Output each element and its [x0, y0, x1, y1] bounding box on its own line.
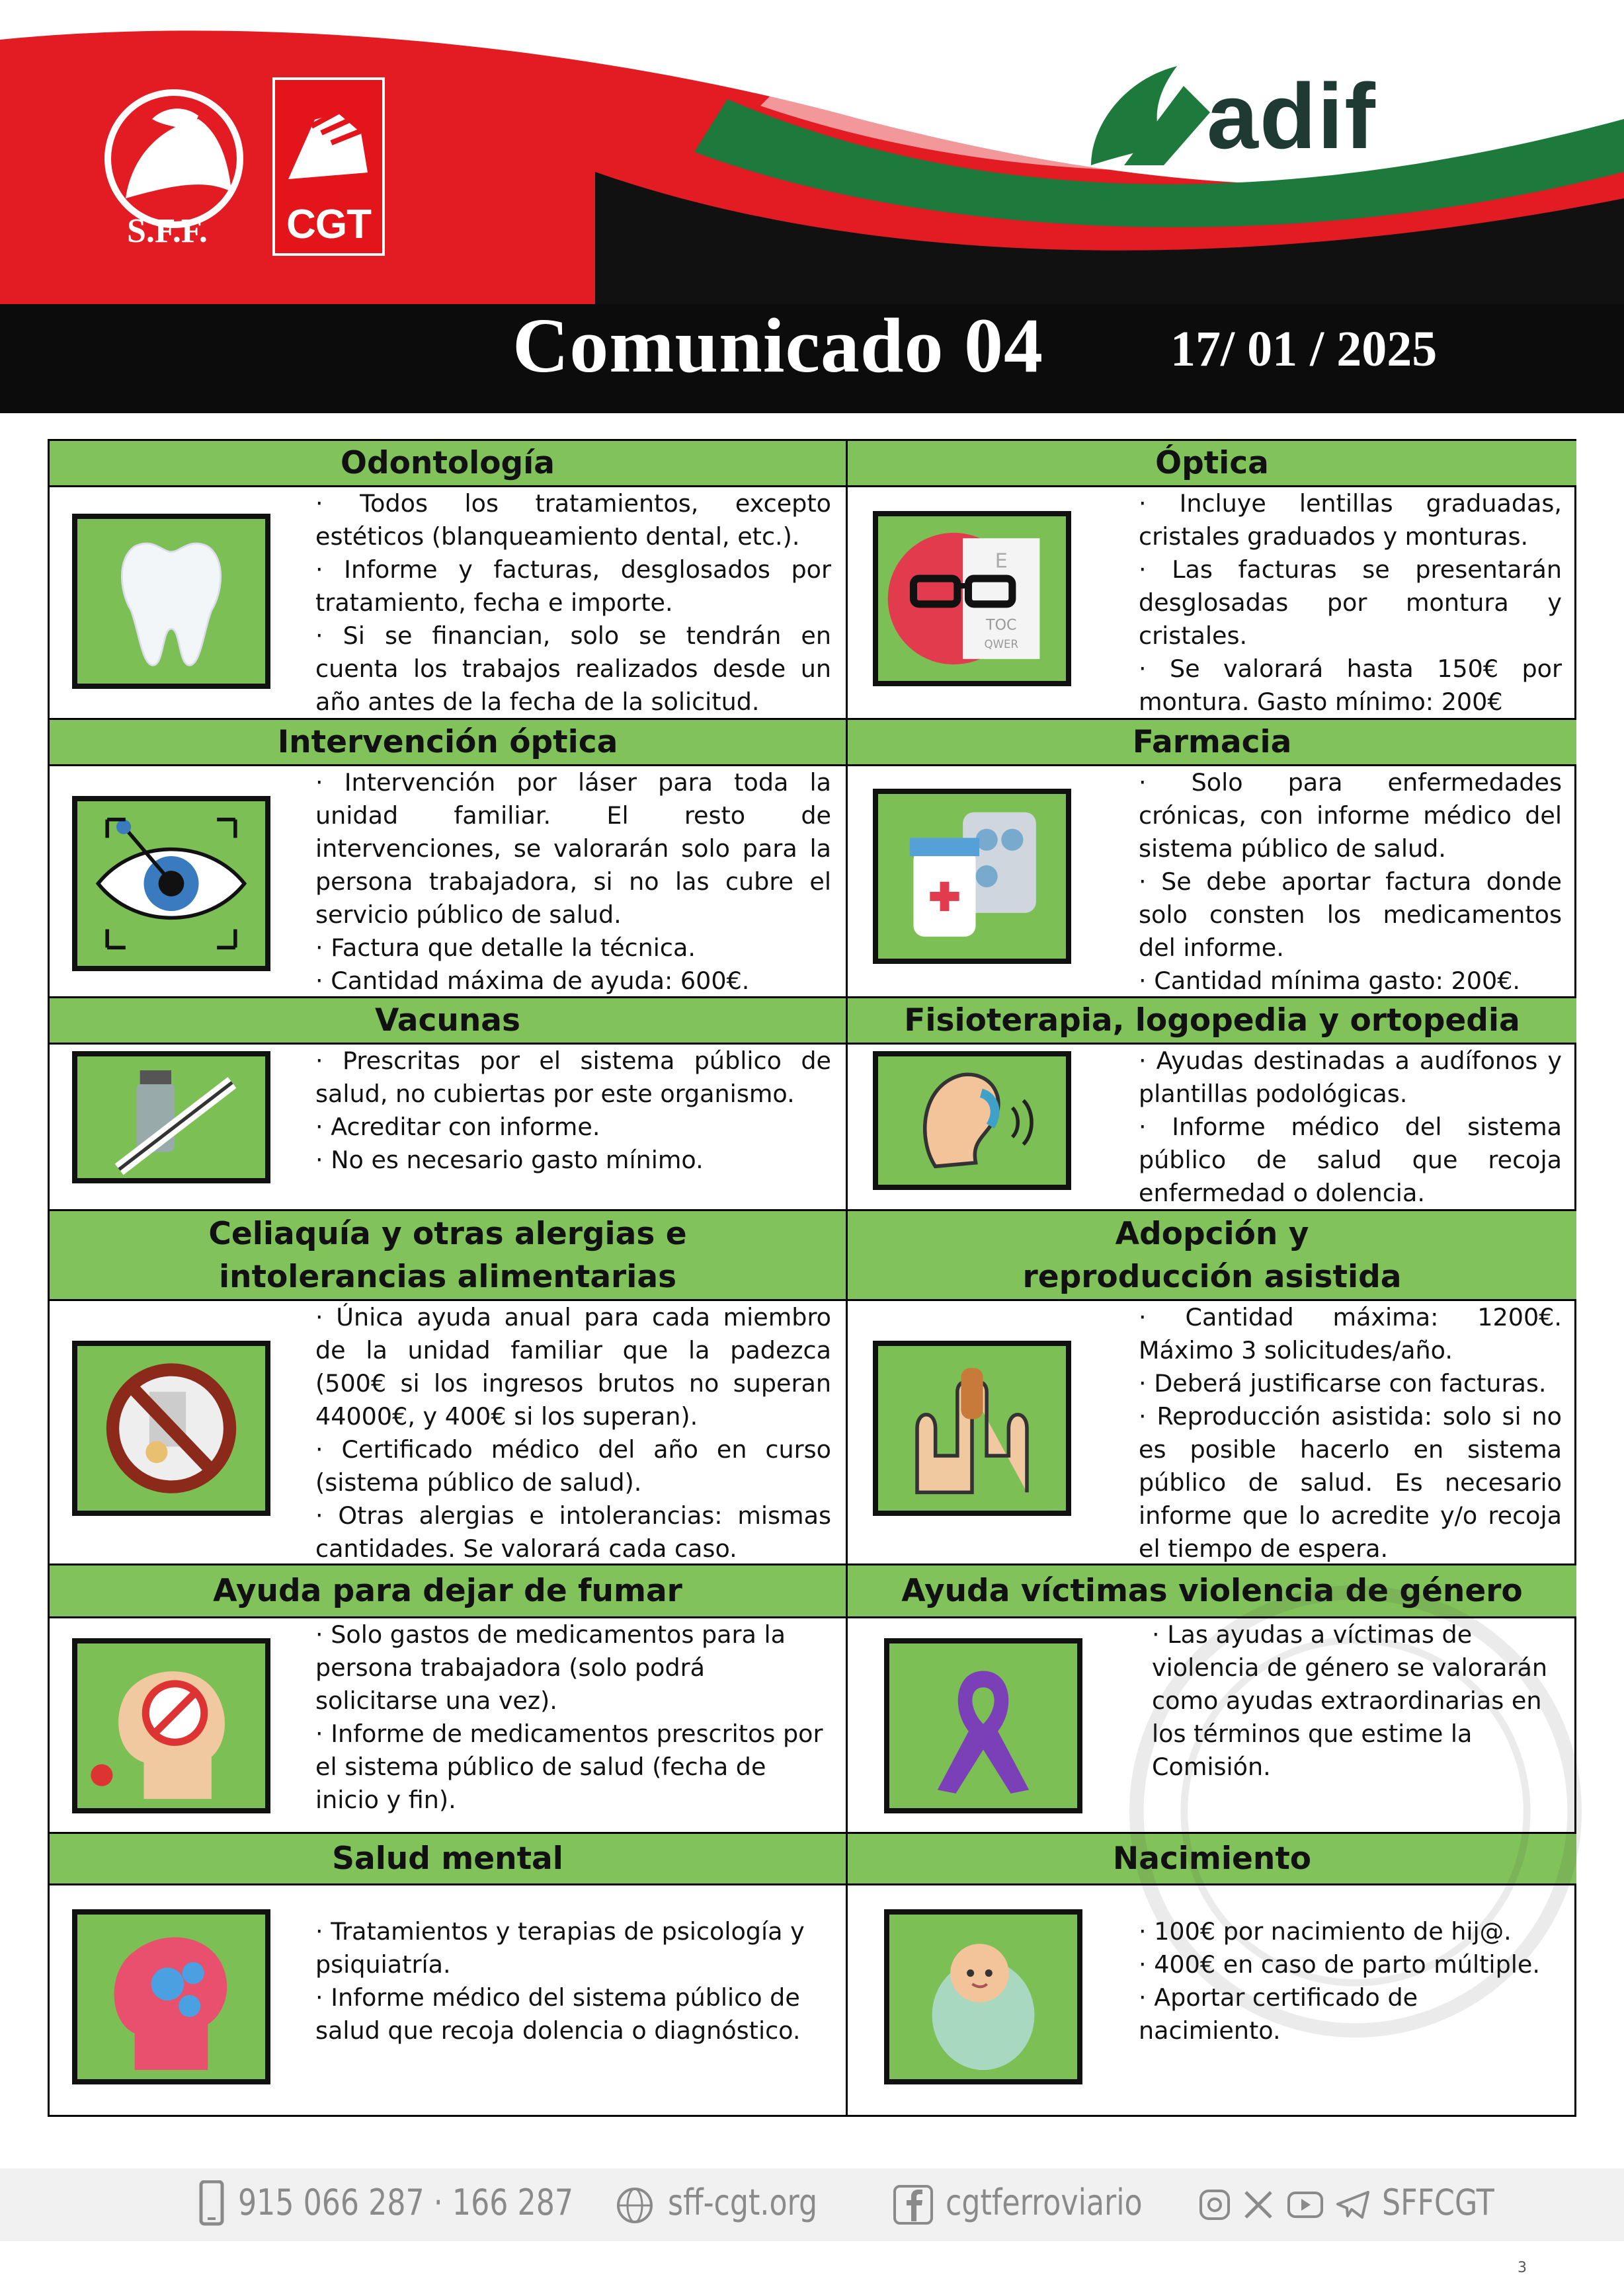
section-text	[1139, 766, 1562, 998]
page-title: Comunicado 04	[512, 302, 1044, 389]
footer-website[interactable]: sff-cgt.org	[668, 2182, 818, 2223]
bullet-line: · Todos los tratamientos, excepto estéticos (blanqueamiento dental, etc.).	[315, 489, 831, 551]
fist-icon	[275, 80, 382, 206]
bullet-line: · Se valorará hasta 150€ por montura. Gasto mínimo: 200€	[1139, 654, 1562, 716]
adif-logo-text: adif	[1207, 64, 1377, 168]
bullet-line: · Otras alergias e intolerancias: mismas cantidades. Se valorará cada caso.	[315, 1501, 831, 1563]
bullet-line: · No es necesario gasto mínimo.	[315, 1146, 704, 1174]
bullet-line: · Informe médico del sistema público de salud que recoja dolencia o diagnóstico.	[315, 1983, 801, 2045]
no-smoking-icon	[72, 1638, 270, 1813]
section-text	[1139, 487, 1562, 719]
footer-social-handle[interactable]: SFFCGT	[1382, 2182, 1494, 2223]
header-banner	[0, 0, 1624, 413]
youtube-icon[interactable]	[1287, 2191, 1324, 2219]
section-text	[1139, 1045, 1562, 1210]
section-text	[315, 1045, 831, 1177]
section-farmacia	[848, 720, 1576, 998]
bullet-line: · Cantidad máxima de ayuda: 600€.	[315, 967, 750, 995]
bullet-line: · Reproducción asistida: solo si no es posible hacerlo en sistema público de salud. Es necesario informe que lo acredite y/o recoja el tiempo de espera.	[1139, 1402, 1562, 1563]
bullet-line: · Las ayudas a víctimas de violencia de género se valorarán como ayudas extraordinarias en los términos que estime la Comisión.	[1152, 1620, 1547, 1781]
bullet-line: · Acreditar con informe.	[315, 1113, 600, 1141]
section-adopcion	[848, 1211, 1576, 1565]
vaccine-icon	[72, 1051, 270, 1183]
bullet-line: · 100€ por nacimiento de hij@.	[1139, 1917, 1512, 1946]
eye-laser-icon	[72, 796, 270, 971]
instagram-icon[interactable]	[1198, 2188, 1231, 2221]
bullet-line: · Prescritas por el sistema público de salud, no cubiertas por este organismo.	[315, 1047, 831, 1108]
bullet-line: · Ayudas destinadas a audífonos y plantillas podológicas.	[1139, 1047, 1562, 1108]
bullet-line: · Intervención por láser para toda la unidad familiar. El resto de intervenciones, se valorarán solo para la persona trabajadora, si no las cubre el servicio público de salud.	[315, 768, 831, 929]
section-title: Óptica	[848, 441, 1576, 487]
page-date: 17/ 01 / 2025	[1170, 321, 1438, 377]
section-text	[1139, 1301, 1562, 1565]
bullet-line: · Las facturas se presentarán desglosadas por montura y cristales.	[1139, 555, 1562, 650]
bullet-line: · Cantidad mínima gasto: 200€.	[1139, 967, 1521, 995]
bullet-line: · Única ayuda anual para cada miembro de la unidad familiar que la padezca (500€ si los ingresos brutos no superan 44000€, y 400€ si los superan).	[315, 1303, 831, 1431]
section-vacunas	[50, 998, 846, 1211]
phone-icon	[198, 2180, 225, 2227]
section-fumar	[50, 1565, 846, 1834]
brain-gears-icon	[72, 1909, 270, 2084]
cgt-logo-text: CGT	[286, 202, 371, 247]
section-title: Nacimiento	[848, 1834, 1576, 1885]
footer-facebook[interactable]: cgtferroviario	[946, 2182, 1143, 2223]
glasses-icon	[873, 511, 1071, 686]
hearing-aid-icon	[873, 1051, 1071, 1190]
bullet-line: · Aportar certificado de nacimiento.	[1139, 1983, 1418, 2045]
bullet-line: · Informe y facturas, desglosados por tratamiento, fecha e importe.	[315, 555, 831, 617]
chart-letter: QWER	[984, 638, 1019, 651]
section-title: Vacunas	[50, 998, 846, 1045]
chart-letter: TOC	[986, 616, 1017, 634]
section-title: Odontología	[50, 441, 846, 487]
watermark-seal	[1117, 1573, 1594, 2049]
section-optica	[848, 441, 1576, 720]
section-title: Intervención óptica	[50, 720, 846, 766]
bullet-line: · Informe de medicamentos prescritos por el sistema público de salud (fecha de inicio y fin).	[315, 1720, 823, 1814]
section-salud-mental	[50, 1834, 846, 2115]
section-title-line-1: Adopción y	[1115, 1215, 1309, 1252]
bullet-line: · Deberá justificarse con facturas.	[1139, 1369, 1547, 1398]
section-text	[315, 487, 831, 719]
section-title-line-1: Celiaquía y otras alergias e	[208, 1215, 687, 1252]
bullet-line: · Si se financian, solo se tendrán en cuenta los trabajos realizados desde un año antes de la fecha de la solicitud.	[315, 621, 831, 716]
facebook-icon[interactable]	[893, 2184, 934, 2225]
section-title: Ayuda víctimas violencia de género	[848, 1565, 1576, 1618]
bullet-line: · Certificado médico del año en curso (sistema público de salud).	[315, 1435, 831, 1497]
ribbon-icon	[884, 1638, 1082, 1813]
globe-icon	[615, 2186, 655, 2225]
hands-icon	[873, 1341, 1071, 1516]
x-icon[interactable]	[1243, 2190, 1274, 2220]
section-fisioterapia	[848, 998, 1576, 1211]
bullet-line: · Tratamientos y terapias de psicología y psiquiatría.	[315, 1917, 805, 1979]
bullet-line: · Informe médico del sistema público de salud que recoja enfermedad o dolencia.	[1139, 1113, 1562, 1207]
bullet-line: · 400€ en caso de parto múltiple.	[1139, 1950, 1540, 1979]
bullet-line: · Incluye lentillas graduadas, cristales graduados y monturas.	[1139, 489, 1562, 551]
section-title-line-2: reproducción asistida	[1022, 1258, 1402, 1295]
footer-bar	[0, 2168, 1624, 2241]
chart-letter: E	[995, 549, 1008, 573]
no-gluten-icon	[72, 1341, 270, 1516]
bullet-line: · Solo gastos de medicamentos para la persona trabajadora (solo podrá solicitarse una vez).	[315, 1620, 786, 1715]
section-title: Salud mental	[50, 1834, 846, 1885]
cgt-logo	[272, 77, 385, 256]
tooth-icon	[72, 514, 270, 689]
section-title	[848, 1211, 1576, 1301]
baby-icon	[884, 1909, 1082, 2084]
section-odontologia	[50, 441, 846, 720]
section-text	[315, 1618, 831, 1817]
page-number: 3	[1518, 2260, 1527, 2276]
section-text	[315, 1915, 831, 2047]
bullet-line: · Solo para enfermedades crónicas, con informe médico del sistema público de salud.	[1139, 768, 1562, 863]
sff-logo-text: S.F.F.	[127, 212, 208, 250]
section-title-line-2: intolerancias alimentarias	[218, 1258, 677, 1295]
section-text	[315, 766, 831, 998]
footer-phone[interactable]: 915 066 287 · 166 287	[238, 2182, 574, 2223]
bullet-line: · Factura que detalle la técnica.	[315, 933, 696, 962]
section-celiaquia	[50, 1211, 846, 1565]
section-title: Ayuda para dejar de fumar	[50, 1565, 846, 1618]
section-title: Farmacia	[848, 720, 1576, 766]
medicine-icon	[873, 789, 1071, 964]
section-text	[315, 1301, 831, 1565]
section-title: Fisioterapia, logopedia y ortopedia	[848, 998, 1576, 1045]
bullet-line: · Cantidad máxima: 1200€. Máximo 3 solicitudes/año.	[1139, 1303, 1562, 1365]
section-title	[50, 1211, 846, 1301]
telegram-icon[interactable]	[1336, 2190, 1370, 2220]
bullet-line: · Se debe aportar factura donde solo consten los medicamentos del informe.	[1139, 867, 1562, 962]
left-column	[50, 441, 846, 2115]
section-intervencion-optica	[50, 720, 846, 998]
